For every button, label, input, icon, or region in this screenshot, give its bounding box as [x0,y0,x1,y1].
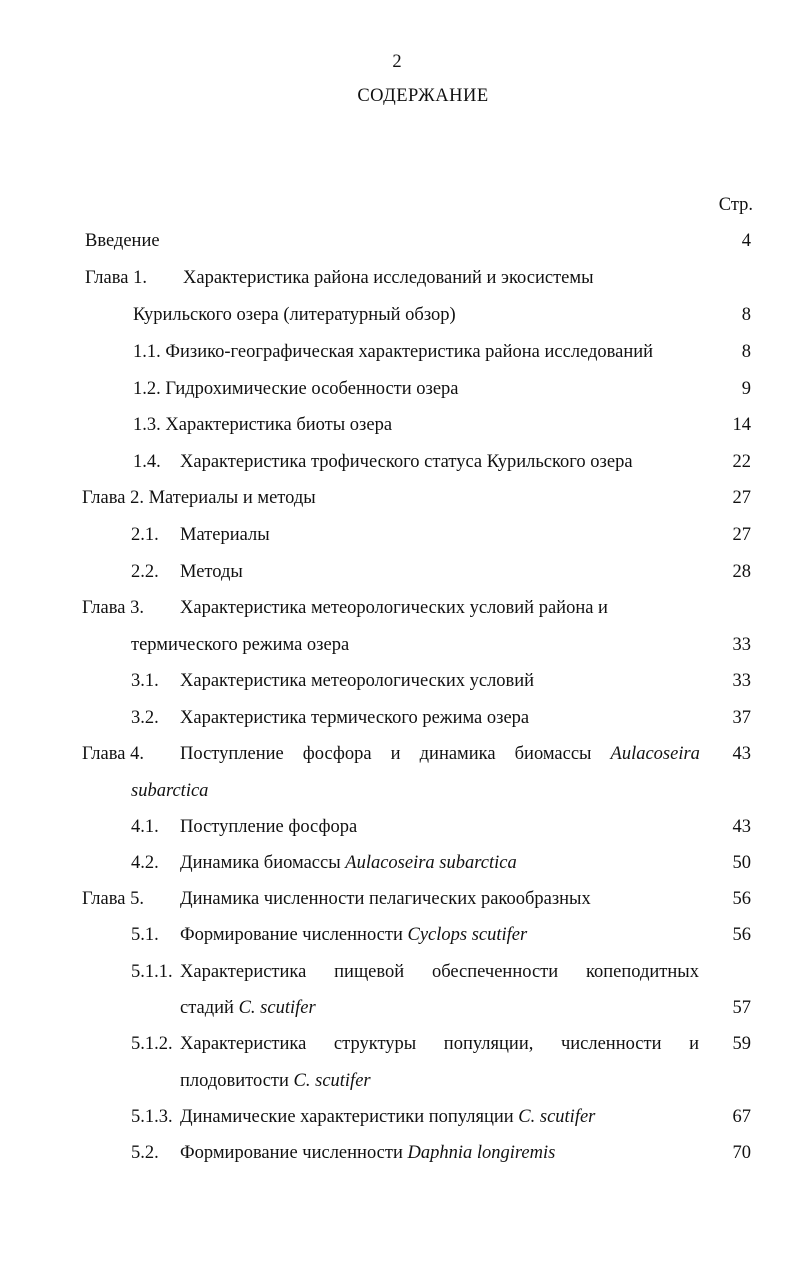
toc-s42-page: 50 [732,853,751,873]
toc-ch4-title-line2 [131,781,208,802]
toc-s512-word: структуры [333,1034,417,1054]
toc-ch1-page: 8 [741,305,751,325]
toc-s21-label: 2.1. [131,525,159,545]
toc-s22-page: 28 [732,562,751,582]
toc-s11-page: 8 [741,342,751,362]
toc-ch4-word: и [390,744,401,764]
toc-s51-italic: Cyclops scutifer [407,925,528,945]
toc-s511-text: стадий [180,998,234,1018]
toc-ch4-word: биомассы [514,744,592,764]
toc-s511-title-line2 [180,998,316,1019]
toc-s22-label: 2.2. [131,562,159,582]
toc-s31-page: 33 [732,671,751,691]
toc-s41-title: Поступление фосфора [180,817,358,837]
toc-ch2-page: 27 [732,488,751,508]
toc-s512-title-line1 [180,1034,699,1055]
toc-s22-title: Методы [180,562,243,582]
toc-ch3-page: 33 [732,635,751,655]
page-number: 2 [392,52,402,72]
page-column-header: Стр. [718,195,753,215]
toc-intro-title: Введение [85,231,160,251]
toc-s513-text: Динамические характеристики популяции [180,1107,514,1127]
toc-s52-italic: Daphnia longiremis [407,1143,556,1163]
toc-s511-word: копеподитных [585,962,699,982]
toc-ch5-label: Глава 5. [82,889,144,909]
toc-s31-title: Характеристика метеорологических условий [180,671,535,691]
toc-s31-label: 3.1. [131,671,159,691]
toc-s511-word: пищевой [334,962,405,982]
toc-s11-title: 1.1. Физико-географическая характеристика района исследований [133,342,654,362]
toc-ch1-title-line2: Курильского озера (литературный обзор) [133,305,456,325]
toc-ch4-line2-italic: subarctica [131,781,209,801]
toc-s14-title: Характеристика трофического статуса Курильского озера [180,452,633,472]
toc-s21-title: Материалы [180,525,270,545]
toc-s513-label: 5.1.3. [131,1107,173,1127]
toc-s52-text: Формирование численности [180,1143,403,1163]
toc-s512-label: 5.1.2. [131,1034,173,1054]
toc-ch2-title: Глава 2. Материалы и методы [82,488,316,508]
toc-s21-page: 27 [732,525,751,545]
toc-s513-page: 67 [732,1107,751,1127]
toc-s52-label: 5.2. [131,1143,159,1163]
toc-s512-word: численности [560,1034,662,1054]
toc-ch5-title: Динамика численности пелагических ракообразных [180,889,591,909]
toc-s513-title [180,1107,595,1128]
toc-s512-italic: C. scutifer [293,1071,371,1091]
toc-s12-title: 1.2. Гидрохимические особенности озера [133,379,459,399]
toc-s51-label: 5.1. [131,925,159,945]
toc-ch3-title-line1: Характеристика метеорологических условий района и [180,598,608,618]
page-title: СОДЕРЖАНИЕ [357,86,489,106]
toc-s42-text: Динамика биомассы [180,853,341,873]
toc-s32-label: 3.2. [131,708,159,728]
toc-s512-title-line2 [180,1071,371,1092]
toc-ch3-title-line2: термического режима озера [131,635,350,655]
toc-s51-title [180,925,527,946]
toc-s13-title: 1.3. Характеристика биоты озера [133,415,393,435]
toc-s12-page: 9 [741,379,751,399]
toc-ch4-word-italic: Aulacoseira [610,744,700,764]
toc-s52-title [180,1143,555,1164]
toc-ch4-word: динамика [419,744,496,764]
toc-ch4-page: 43 [732,744,751,764]
toc-s14-page: 22 [732,452,751,472]
toc-s512-word: популяции, [443,1034,534,1054]
toc-s42-title [180,853,517,874]
toc-s41-page: 43 [732,817,751,837]
toc-ch4-word: фосфора [302,744,372,764]
toc-s511-italic: C. scutifer [238,998,316,1018]
toc-s511-word: обеспеченности [431,962,559,982]
toc-s511-title-line1 [180,962,699,983]
toc-ch3-label: Глава 3. [82,598,144,618]
toc-s52-page: 70 [732,1143,751,1163]
toc-s512-word: и [689,1034,699,1054]
toc-ch4-word: Поступление [180,744,284,764]
toc-s32-title: Характеристика термического режима озера [180,708,530,728]
toc-s512-page: 59 [732,1034,751,1054]
toc-s512-word: Характеристика [180,1034,307,1054]
toc-s14-label: 1.4. [133,452,161,472]
toc-ch5-page: 56 [732,889,751,909]
toc-s512-text: плодовитости [180,1071,289,1091]
toc-ch4-title-line1 [180,744,700,765]
toc-s511-label: 5.1.1. [131,962,173,982]
toc-s511-page: 57 [732,998,751,1018]
toc-s42-italic: Aulacoseira subarctica [345,853,517,873]
toc-s51-text: Формирование численности [180,925,403,945]
toc-ch1-label: Глава 1. [85,268,147,288]
toc-s41-label: 4.1. [131,817,159,837]
toc-s513-italic: C. scutifer [518,1107,596,1127]
toc-s51-page: 56 [732,925,751,945]
toc-s32-page: 37 [732,708,751,728]
toc-ch1-title-line1: Характеристика района исследований и экосистемы [183,268,594,288]
toc-intro-page: 4 [741,231,751,251]
toc-s13-page: 14 [732,415,751,435]
toc-ch4-label: Глава 4. [82,744,144,764]
toc-s42-label: 4.2. [131,853,159,873]
toc-s511-word: Характеристика [180,962,307,982]
